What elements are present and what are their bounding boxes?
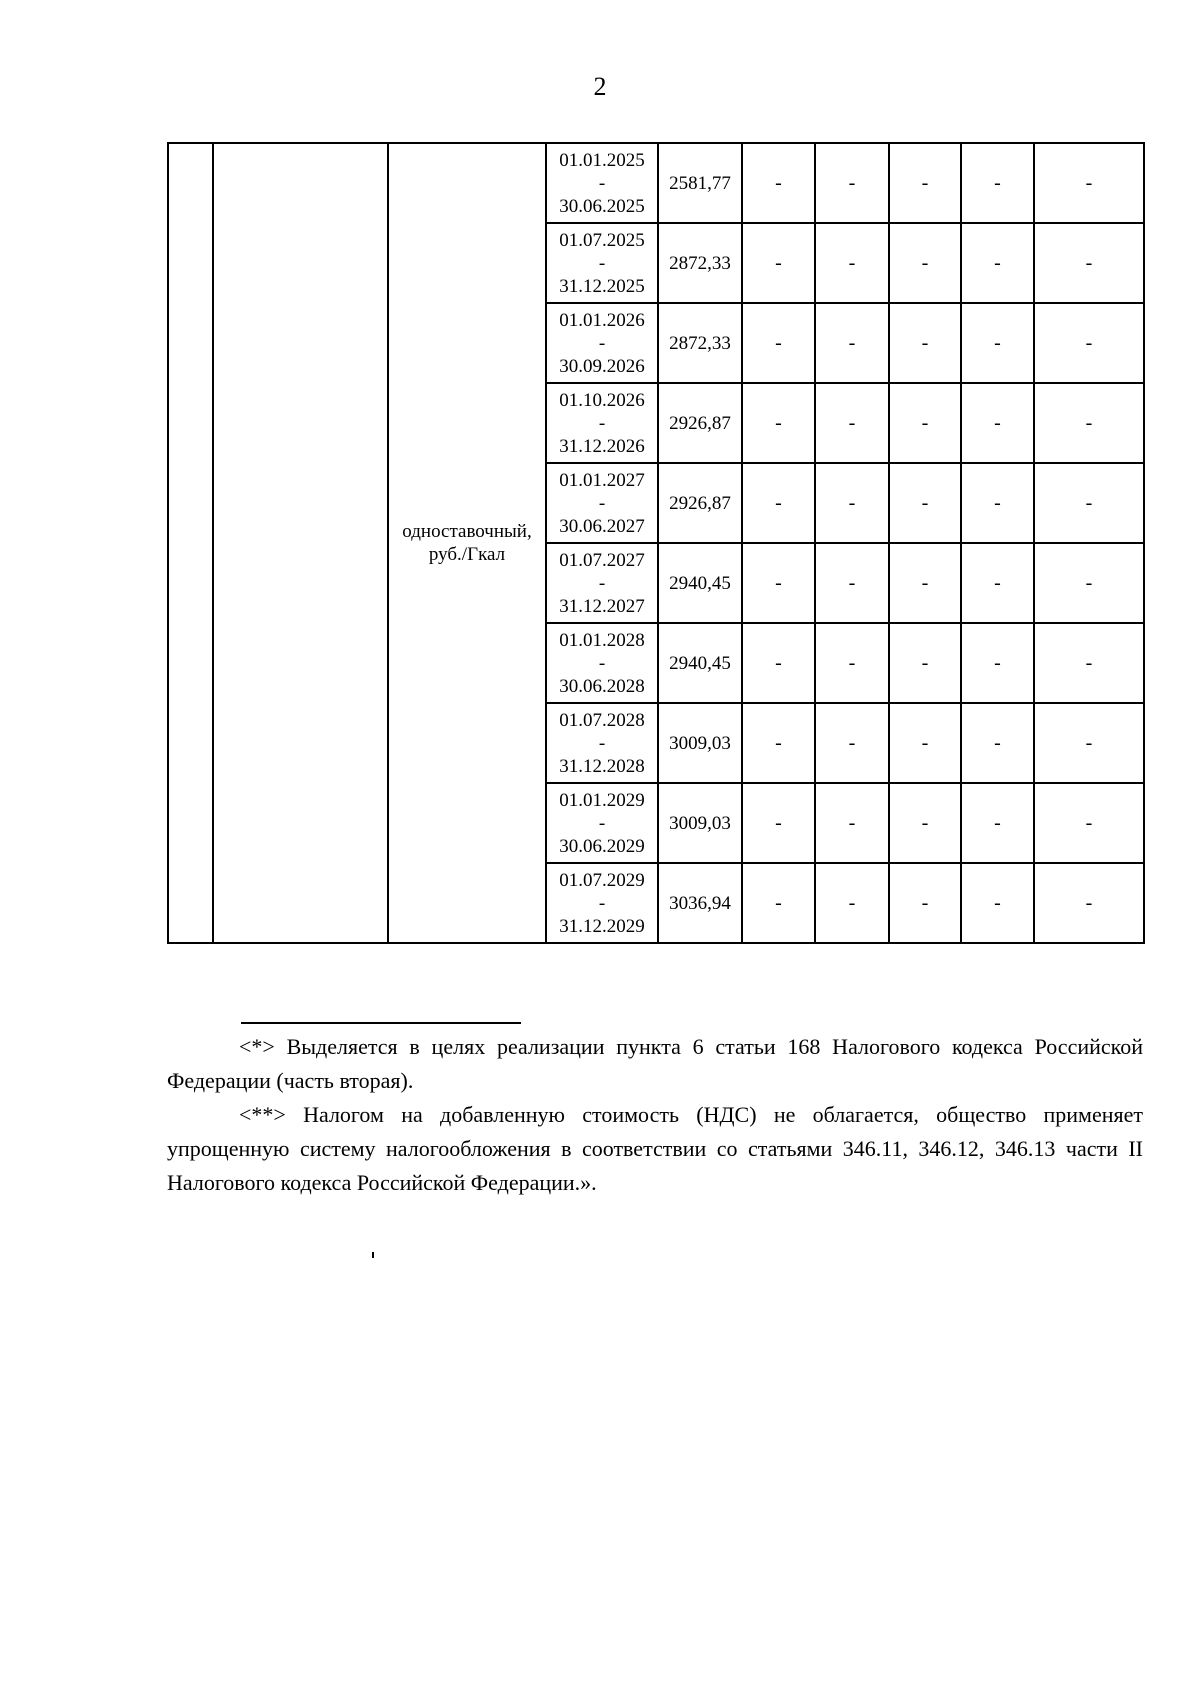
empty-value: - — [815, 543, 889, 623]
empty-value: - — [889, 863, 961, 943]
period-separator: - — [598, 892, 606, 914]
period-start: 01.10.2026 — [559, 389, 645, 411]
period-cell — [546, 383, 658, 463]
empty-value: - — [742, 703, 815, 783]
empty-value: - — [961, 223, 1034, 303]
period-start: 01.07.2025 — [559, 229, 645, 251]
empty-value: - — [815, 783, 889, 863]
empty-value: - — [961, 863, 1034, 943]
empty-value: - — [1034, 223, 1144, 303]
period-cell — [546, 223, 658, 303]
period-end: 31.12.2027 — [559, 595, 645, 617]
period-start: 01.07.2028 — [559, 709, 645, 731]
period-separator: - — [598, 332, 606, 354]
tariff-value: 3036,94 — [658, 863, 742, 943]
empty-value: - — [889, 543, 961, 623]
scan-mark — [372, 1252, 374, 1258]
empty-value: - — [961, 303, 1034, 383]
footnote-tax-exempt: <**> Налогом на добавленную стоимость (НДС) не облагается, общество применяет упрощенную систему налогообложения в соответствии со статьями 346.11, 346.12, 346.13 части II Налогового кодекса Российской Федерации.». — [167, 1102, 1143, 1195]
empty-value: - — [889, 303, 961, 383]
empty-value: - — [815, 143, 889, 223]
period-cell — [546, 783, 658, 863]
empty-value: - — [815, 463, 889, 543]
empty-value: - — [1034, 543, 1144, 623]
empty-value: - — [889, 463, 961, 543]
tariff-table-body — [168, 143, 1144, 943]
empty-value: - — [742, 623, 815, 703]
period-end: 31.12.2029 — [559, 915, 645, 937]
period-cell — [546, 703, 658, 783]
empty-value: - — [742, 143, 815, 223]
empty-value: - — [742, 223, 815, 303]
empty-value: - — [961, 783, 1034, 863]
empty-value: - — [889, 223, 961, 303]
empty-value: - — [889, 383, 961, 463]
period-start: 01.01.2027 — [559, 469, 645, 491]
empty-value: - — [961, 463, 1034, 543]
period-start: 01.01.2026 — [559, 309, 645, 331]
empty-value: - — [815, 223, 889, 303]
unit-cell — [388, 143, 546, 943]
unit-label: одноставочный, руб./Гкал — [402, 521, 532, 565]
period-cell — [546, 463, 658, 543]
table-row — [168, 143, 1144, 223]
empty-value: - — [742, 863, 815, 943]
footnote-divider — [241, 1022, 521, 1024]
tariff-value: 2872,33 — [658, 223, 742, 303]
number-cell — [168, 143, 213, 943]
period-end: 30.06.2028 — [559, 675, 645, 697]
empty-value: - — [1034, 863, 1144, 943]
period-separator: - — [598, 572, 606, 594]
period-start: 01.07.2027 — [559, 549, 645, 571]
empty-value: - — [1034, 463, 1144, 543]
empty-value: - — [889, 703, 961, 783]
empty-value: - — [961, 543, 1034, 623]
period-end: 30.06.2025 — [559, 195, 645, 217]
empty-value: - — [889, 623, 961, 703]
empty-value: - — [815, 623, 889, 703]
period-separator: - — [598, 172, 606, 194]
empty-value: - — [815, 303, 889, 383]
empty-value: - — [742, 383, 815, 463]
empty-value: - — [961, 383, 1034, 463]
tariff-value: 2872,33 — [658, 303, 742, 383]
period-separator: - — [598, 492, 606, 514]
period-end: 30.09.2026 — [559, 355, 645, 377]
period-cell — [546, 863, 658, 943]
period-separator: - — [598, 412, 606, 434]
empty-value: - — [1034, 783, 1144, 863]
tariff-table — [167, 142, 1145, 944]
period-end: 30.06.2027 — [559, 515, 645, 537]
period-cell — [546, 543, 658, 623]
empty-value: - — [1034, 303, 1144, 383]
period-separator: - — [598, 652, 606, 674]
period-cell — [546, 303, 658, 383]
footnotes — [167, 1030, 1143, 1200]
empty-value: - — [742, 783, 815, 863]
period-start: 01.07.2029 — [559, 869, 645, 891]
tariff-value: 2926,87 — [658, 383, 742, 463]
tariff-value: 2581,77 — [658, 143, 742, 223]
period-start: 01.01.2029 — [559, 789, 645, 811]
empty-value: - — [961, 143, 1034, 223]
empty-value: - — [889, 783, 961, 863]
tariff-value: 3009,03 — [658, 703, 742, 783]
tariff-value: 2940,45 — [658, 543, 742, 623]
empty-value: - — [815, 863, 889, 943]
empty-value: - — [961, 623, 1034, 703]
empty-value: - — [961, 703, 1034, 783]
empty-value: - — [742, 463, 815, 543]
organization-cell — [213, 143, 388, 943]
empty-value: - — [889, 143, 961, 223]
period-start: 01.01.2028 — [559, 629, 645, 651]
tariff-value: 2940,45 — [658, 623, 742, 703]
empty-value: - — [1034, 383, 1144, 463]
empty-value: - — [815, 383, 889, 463]
footnote-vat: <*> Выделяется в целях реализации пункта 6 статьи 168 Налогового кодекса Российской Федерации (часть вторая). — [167, 1034, 1143, 1093]
period-end: 30.06.2029 — [559, 835, 645, 857]
empty-value: - — [1034, 703, 1144, 783]
empty-value: - — [1034, 143, 1144, 223]
period-cell — [546, 143, 658, 223]
period-separator: - — [598, 812, 606, 834]
period-end: 31.12.2025 — [559, 275, 645, 297]
empty-value: - — [1034, 623, 1144, 703]
tariff-value: 2926,87 — [658, 463, 742, 543]
period-end: 31.12.2026 — [559, 435, 645, 457]
tariff-value: 3009,03 — [658, 783, 742, 863]
page-number: 2 — [593, 72, 607, 101]
period-separator: - — [598, 732, 606, 754]
period-end: 31.12.2028 — [559, 755, 645, 777]
period-start: 01.01.2025 — [559, 149, 645, 171]
empty-value: - — [815, 703, 889, 783]
empty-value: - — [742, 543, 815, 623]
period-separator: - — [598, 252, 606, 274]
period-cell — [546, 623, 658, 703]
empty-value: - — [742, 303, 815, 383]
